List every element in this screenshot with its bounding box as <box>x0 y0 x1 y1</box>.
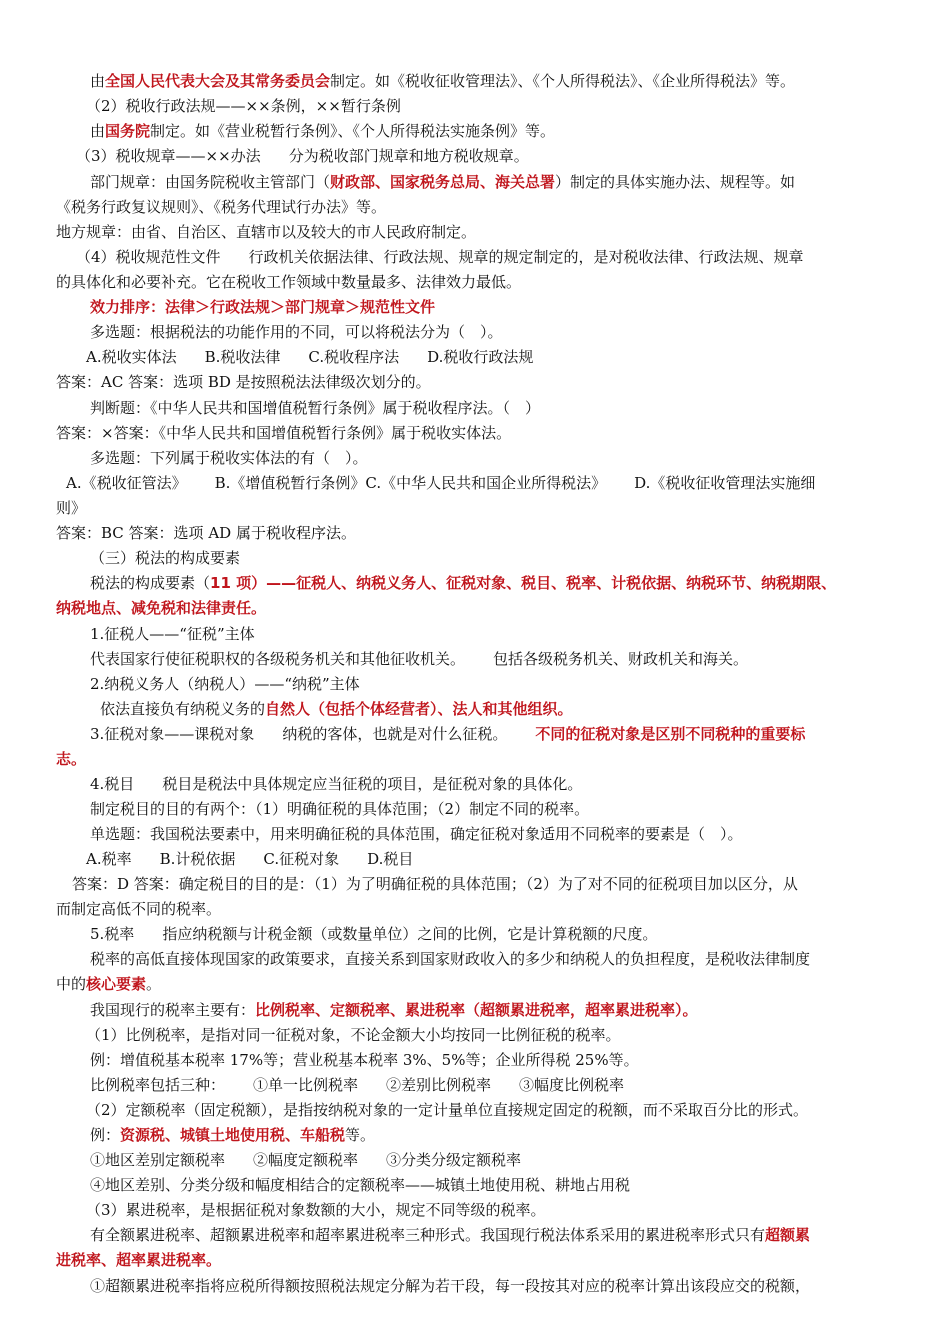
text: 代表国家行使征税职权的各级税务机关和其他征收机关。 <box>90 650 466 668</box>
text: 中的 <box>56 975 87 993</box>
text: 指应纳税额与计税金额（或数量单位）之间的比例，它是计算税额的尺度。 <box>162 925 658 943</box>
paragraph-line <box>100 697 573 721</box>
highlighted-text: 财政部、国家税务总局、海关总署 <box>330 173 556 191</box>
paragraph-line <box>90 1223 810 1247</box>
paragraph-line <box>90 922 657 946</box>
text: （2）税收行政法规——××条例，××暂行条例 <box>86 97 401 115</box>
text: 例： <box>90 1126 121 1144</box>
option-a: A.《税收征管法》 <box>66 474 187 492</box>
option-d: D.《税收征收管理法实施细 <box>634 474 816 492</box>
answer-line <box>56 370 431 394</box>
section-heading <box>90 546 240 570</box>
paragraph-line <box>90 947 810 971</box>
text: 税目是税法中具体规定应当征税的项目，是征税对象的具体化。 <box>162 775 583 793</box>
paragraph-line <box>56 496 86 520</box>
paragraph-line <box>56 897 221 921</box>
text: 分为税收部门规章和地方税收规章。 <box>288 147 529 165</box>
text: （4）税收规范性文件 <box>76 248 221 266</box>
paragraph-line <box>86 1023 621 1047</box>
text: 多选题：下列属于税收实体法的有（ ）。 <box>90 449 368 467</box>
text: ①地区差别定额税率 <box>90 1151 226 1169</box>
paragraph-line <box>76 144 529 168</box>
text: 判断题：《中华人民共和国增值税暂行条例》属于税收程序法。（ ） <box>90 399 541 417</box>
text: 志。 <box>56 750 87 768</box>
text: 部门规章：由国务院税收主管部门（ <box>90 173 331 191</box>
text: 由 <box>90 122 106 140</box>
text: 地方规章：由省、自治区、直辖市以及较大的市人民政府制定。 <box>56 223 477 241</box>
paragraph-line <box>90 772 582 796</box>
paragraph-line <box>86 1098 808 1122</box>
text: 答案：AC 答案：选项 BD 是按照税法法律级次划分的。 <box>56 373 431 391</box>
answer-line <box>56 521 356 545</box>
text: 。 <box>146 975 162 993</box>
highlighted-text: 不同的征税对象是区别不同税种的重要标 <box>535 725 806 743</box>
option-b-c: B.《增值税暂行条例》C.《中华人民共和国企业所得税法》 <box>214 474 607 492</box>
paragraph-line <box>90 1073 624 1097</box>
paragraph-line <box>90 998 698 1022</box>
answer-line <box>72 872 798 896</box>
paragraph-line <box>90 647 748 671</box>
text: ③幅度比例税率 <box>519 1076 625 1094</box>
text: 4.税目 <box>90 775 135 793</box>
text: ②差别比例税率 <box>386 1076 492 1094</box>
text: 纳税地点、减免税和法律责任。 <box>56 599 267 617</box>
paragraph-line <box>90 722 805 746</box>
paragraph-line <box>90 1123 375 1147</box>
text: 比例税率包括三种： <box>90 1076 226 1094</box>
paragraph-line <box>90 797 589 821</box>
text: ①超额累进税率指将应税所得额按照税法规定分解为若干段，每一段按其对应的税率计算出该段应交的税额， <box>90 1277 811 1295</box>
option-d: D.税目 <box>367 850 414 868</box>
text: 制定。如《税收征收管理法》、《个人所得税法》、《企业所得税法》等。 <box>330 72 796 90</box>
paragraph-line <box>90 1173 630 1197</box>
text: ）制定的具体实施办法、规程等。如 <box>555 173 796 191</box>
text: 等。 <box>345 1126 376 1144</box>
text: 的具体化和必要补充。它在税收工作领域中数量最多、法律效力最低。 <box>56 273 522 291</box>
text: 《税务行政复议规则》、《税务代理试行办法》等。 <box>56 198 387 216</box>
text: （3）税收规章——××办法 <box>76 147 261 165</box>
text: 制定。如《营业税暂行条例》、《个人所得税法实施条例》等。 <box>150 122 556 140</box>
text: 依法直接负有纳税义务的 <box>100 700 266 718</box>
text: ③分类分级定额税率 <box>386 1151 522 1169</box>
text: 制定税目的目的有两个：（1）明确征税的具体范围；（2）制定不同的税率。 <box>90 800 590 818</box>
highlighted-line <box>56 596 266 620</box>
text: 我国现行的税率主要有： <box>90 1001 256 1019</box>
paragraph-line <box>90 571 836 595</box>
paragraph-line <box>56 270 521 294</box>
text: 答案：×答案：《中华人民共和国增值税暂行条例》属于税收实体法。 <box>56 424 512 442</box>
text: 单选题：我国税法要素中，用来明确征税的具体范围，确定征税对象适用不同税率的要素是（ ）。 <box>90 825 743 843</box>
text: ①单一比例税率 <box>253 1076 359 1094</box>
option-c: C.税收程序法 <box>308 348 400 366</box>
option-b: B.计税依据 <box>159 850 236 868</box>
paragraph-line <box>90 1274 810 1298</box>
paragraph-line <box>76 245 804 269</box>
text: 有全额累进税率、超额累进税率和超率累进税率三种形式。我国现行税法体系采用的累进税率形式只有 <box>90 1226 766 1244</box>
text: （3）累进税率，是根据征税对象数额的大小，规定不同等级的税率。 <box>86 1201 546 1219</box>
option-c: C.征税对象 <box>263 850 340 868</box>
paragraph-line <box>90 119 555 143</box>
paragraph-line <box>56 195 386 219</box>
text: （1）比例税率，是指对同一征税对象，不论金额大小均按同一比例征税的税率。 <box>86 1026 621 1044</box>
options-line <box>86 847 413 871</box>
paragraph-line <box>90 622 255 646</box>
option-a: A.税率 <box>86 850 132 868</box>
question-line <box>90 822 743 846</box>
highlighted-text: 自然人（包括个体经营者）、法人和其他组织。 <box>265 700 573 718</box>
highlighted-text: 资源税、城镇土地使用税、车船税 <box>120 1126 346 1144</box>
text: 答案：BC 答案：选项 AD 属于税收程序法。 <box>56 524 356 542</box>
paragraph-line <box>56 972 161 996</box>
text: 纳税的客体，也就是对什么征税。 <box>282 725 508 743</box>
text: ②幅度定额税率 <box>253 1151 359 1169</box>
text: 行政机关依据法律、行政法规、规章的规定制定的，是对税收法律、行政法规、规章 <box>248 248 804 266</box>
highlighted-text: 超额累 <box>765 1226 811 1244</box>
question-line <box>90 446 368 470</box>
highlighted-line <box>56 747 86 771</box>
paragraph-line <box>90 1148 521 1172</box>
highlighted-heading <box>90 295 435 319</box>
text: 包括各级税务机关、财政机关和海关。 <box>493 650 749 668</box>
text: 例：增值税基本税率 17%等；营业税基本税率 3%、5%等；企业所得税 25%等。 <box>90 1051 639 1069</box>
option-d: D.税收行政法规 <box>427 348 534 366</box>
highlighted-text: 全国人民代表大会及其常务委员会 <box>105 72 331 90</box>
text: 1.征税人——“征税”主体 <box>90 625 255 643</box>
options-line <box>86 345 533 369</box>
text: 答案：D 答案：确定税目的目的是：（1）为了明确征税的具体范围；（2）为了对不同的征税项目加以区分，从 <box>72 875 798 893</box>
highlighted-text: 核心要素 <box>86 975 147 993</box>
text: 税法的构成要素（ <box>90 574 211 592</box>
text: 由 <box>90 72 106 90</box>
text: 税率的高低直接体现国家的政策要求，直接关系到国家财政收入的多少和纳税人的负担程度，是税收法律制度 <box>90 950 811 968</box>
answer-line <box>56 421 511 445</box>
paragraph-line <box>56 220 476 244</box>
text: 而制定高低不同的税率。 <box>56 900 222 918</box>
paragraph-line <box>90 1048 639 1072</box>
text: 进税率、超率累进税率。 <box>56 1251 222 1269</box>
paragraph-line <box>90 170 795 194</box>
paragraph-line <box>86 94 401 118</box>
text: 5.税率 <box>90 925 135 943</box>
text: 2.纳税义务人（纳税人）——“纳税”主体 <box>90 675 360 693</box>
text: ④地区差别、分类分级和幅度相结合的定额税率——城镇土地使用税、耕地占用税 <box>90 1176 631 1194</box>
question-line <box>90 396 540 420</box>
text: 多选题：根据税法的功能作用的不同，可以将税法分为（ ）。 <box>90 323 503 341</box>
paragraph-line <box>90 672 360 696</box>
highlighted-text: 比例税率、定额税率、累进税率（超额累进税率，超率累进税率）。 <box>255 1001 698 1019</box>
text: 效力排序：法律＞行政法规＞部门规章＞规范性文件 <box>90 298 436 316</box>
paragraph-line <box>86 1198 546 1222</box>
highlighted-text: 11 项）——征税人、纳税义务人、征税对象、税目、税率、计税依据、纳税环节、纳税期限、 <box>210 574 837 592</box>
text: （2）定额税率（固定税额），是指按纳税对象的一定计量单位直接规定固定的税额，而不采取百分比的形式。 <box>86 1101 809 1119</box>
highlighted-text: 国务院 <box>105 122 151 140</box>
text: 3.征税对象——课税对象 <box>90 725 255 743</box>
option-b: B.税收法律 <box>204 348 281 366</box>
paragraph-line <box>90 69 795 93</box>
highlighted-line <box>56 1248 221 1272</box>
text: （三）税法的构成要素 <box>90 549 241 567</box>
option-a: A.税收实体法 <box>86 348 177 366</box>
options-line <box>66 471 815 495</box>
text: 则》 <box>56 499 87 517</box>
question-line <box>90 320 503 344</box>
